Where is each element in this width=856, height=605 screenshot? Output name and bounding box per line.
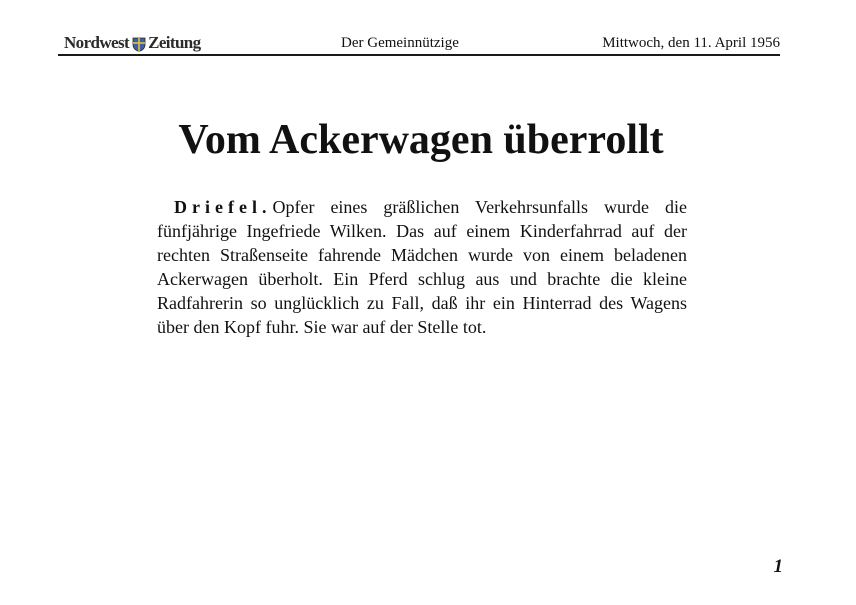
newspaper-header <box>58 30 780 56</box>
page-number: 1 <box>773 556 783 577</box>
article-text: Opfer eines gräßlichen Verkehrsunfalls wurde die fünfjährige Ingefriede Wilken. Das auf einem Kinderfahrrad auf der rechten Straßenseite fahrende Mädchen wurde von einem beladenen Ackerwagen überholt. Ein Pferd schlug aus und brachte die kleine Radfahrerin so unglücklich zu Fall, daß ihr ein Hinterrad des Wagens über den Kopf fuhr. Sie war auf der Stelle tot. <box>157 197 687 337</box>
issue-date: Mittwoch, den 11. April 1956 <box>602 35 780 51</box>
dateline-punctuation: . <box>261 197 267 217</box>
newspaper-logo <box>64 33 201 53</box>
article-dateline: Driefel <box>174 197 262 217</box>
section-title: Der Gemeinnützige <box>341 35 459 51</box>
article-headline: Vom Ackerwagen überrollt <box>178 117 664 163</box>
coat-of-arms-icon <box>132 37 146 52</box>
logo-text-nordwest: Nordwest <box>64 33 130 52</box>
article-body <box>157 195 687 339</box>
logo-text-zeitung: Zeitung <box>148 33 201 52</box>
